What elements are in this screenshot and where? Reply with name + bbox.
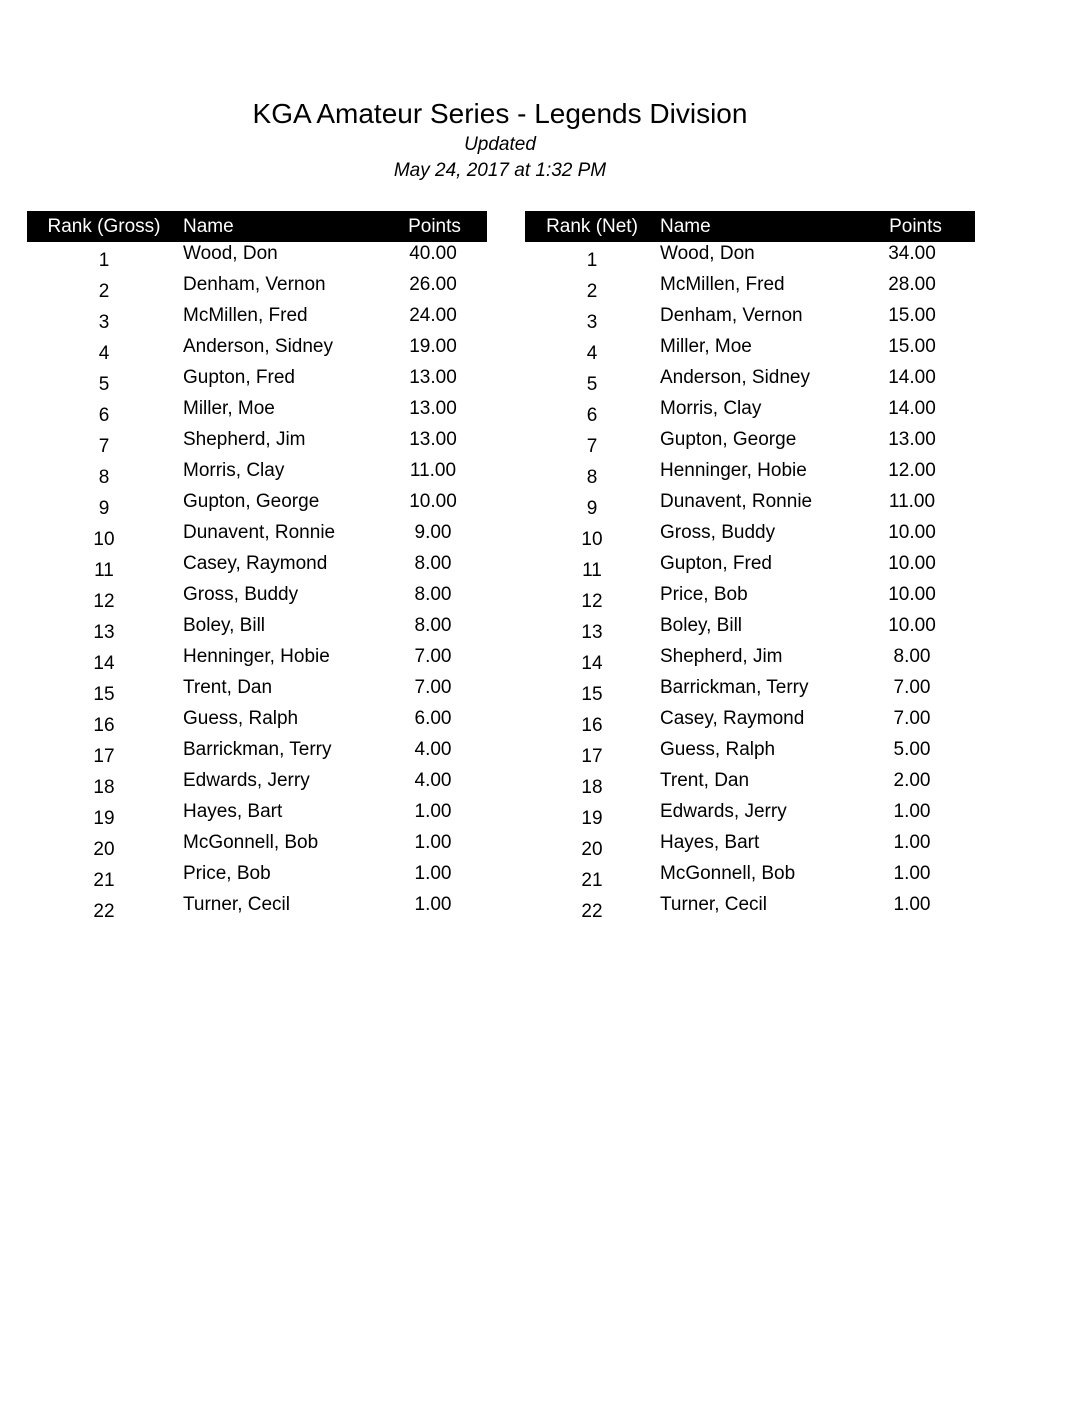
rank-cell: 6 [586,405,598,426]
rank-cell: 6 [98,405,110,426]
points-cell: 10.00 [888,615,936,636]
points-cell: 26.00 [409,274,457,295]
table-row [525,428,975,459]
table-row [27,614,487,645]
name-cell: Miller, Moe [183,398,275,419]
name-cell: Shepherd, Jim [660,646,783,667]
points-cell: 8.00 [414,553,452,574]
rank-cell: 21 [93,870,115,891]
table-row [525,583,975,614]
table-row [525,769,975,800]
table-row [525,862,975,893]
points-cell: 10.00 [409,491,457,512]
points-cell: 11.00 [888,491,936,512]
rank-cell: 15 [581,684,603,705]
rank-cell: 12 [93,591,115,612]
rank-cell: 7 [98,436,110,457]
points-cell: 15.00 [888,336,936,357]
rank-cell: 2 [586,281,598,302]
rank-cell: 15 [93,684,115,705]
rank-cell: 13 [93,622,115,643]
points-cell: 14.00 [888,398,936,419]
points-cell: 10.00 [888,553,936,574]
name-cell: Edwards, Jerry [660,801,787,822]
table-row [525,831,975,862]
name-cell: Hayes, Bart [183,801,283,822]
rank-cell: 5 [98,374,110,395]
rank-cell: 8 [98,467,110,488]
rank-cell: 19 [581,808,603,829]
table-row [525,614,975,645]
rank-cell: 8 [586,467,598,488]
points-cell: 28.00 [888,274,936,295]
name-cell: McGonnell, Bob [660,863,796,884]
name-cell: Boley, Bill [660,615,743,636]
name-cell: Gupton, Fred [183,367,295,388]
table-row [525,335,975,366]
rank-cell: 13 [581,622,603,643]
table-row [525,521,975,552]
name-cell: Anderson, Sidney [183,336,333,357]
rank-cell: 2 [98,281,110,302]
points-cell: 1.00 [414,894,452,915]
table-row [27,459,487,490]
table-row [525,552,975,583]
name-cell: Hayes, Bart [660,832,760,853]
name-cell: Barrickman, Terry [183,739,332,760]
name-cell: McGonnell, Bob [183,832,319,853]
name-cell: Dunavent, Ronnie [660,491,813,512]
points-cell: 15.00 [888,305,936,326]
rank-cell: 4 [98,343,110,364]
table-row [27,800,487,831]
points-cell: 19.00 [409,336,457,357]
points-cell: 1.00 [414,863,452,884]
rank-cell: 4 [586,343,598,364]
points-cell: 4.00 [414,770,452,791]
name-cell: Dunavent, Ronnie [183,522,336,543]
table-row [27,676,487,707]
name-cell: Gupton, Fred [660,553,772,574]
net-table-body [525,242,975,924]
table-row [27,335,487,366]
points-cell: 14.00 [888,367,936,388]
points-cell: 8.00 [414,584,452,605]
table-row [525,800,975,831]
table-row [525,676,975,707]
points-cell: 5.00 [893,739,931,760]
table-row [27,738,487,769]
column-header-points: Points [889,216,942,237]
table-row [27,862,487,893]
rank-cell: 10 [581,529,603,550]
table-row [27,428,487,459]
points-cell: 13.00 [409,367,457,388]
rank-cell: 17 [93,746,115,767]
name-cell: Gross, Buddy [660,522,776,543]
rank-cell: 21 [581,870,603,891]
name-cell: Morris, Clay [183,460,285,481]
rank-cell: 9 [98,498,110,519]
points-cell: 10.00 [888,584,936,605]
table-row [27,366,487,397]
updated-label: Updated [464,134,536,155]
name-cell: Gupton, George [660,429,797,450]
table-row [525,738,975,769]
table-row [27,521,487,552]
name-cell: Price, Bob [183,863,271,884]
rank-cell: 14 [93,653,115,674]
points-cell: 40.00 [409,243,457,264]
points-cell: 1.00 [893,832,931,853]
rank-cell: 20 [93,839,115,860]
rank-cell: 1 [98,250,110,271]
points-cell: 1.00 [414,832,452,853]
table-row [27,552,487,583]
rank-cell: 16 [581,715,603,736]
name-cell: Wood, Don [660,243,755,264]
rank-cell: 11 [94,560,114,581]
column-header-name: Name [660,216,711,237]
points-cell: 7.00 [893,677,931,698]
column-header-points: Points [408,216,461,237]
points-cell: 10.00 [888,522,936,543]
rank-cell: 18 [93,777,115,798]
rank-cell: 10 [93,529,115,550]
table-row [27,304,487,335]
table-row [525,304,975,335]
rank-cell: 5 [586,374,598,395]
points-cell: 1.00 [893,894,931,915]
gross-standings-table [27,211,487,924]
points-cell: 1.00 [414,801,452,822]
points-cell: 2.00 [893,770,931,791]
gross-table-body [27,242,487,924]
rank-cell: 14 [581,653,603,674]
name-cell: Guess, Ralph [183,708,299,729]
name-cell: Casey, Raymond [660,708,805,729]
points-cell: 12.00 [888,460,936,481]
points-cell: 13.00 [409,398,457,419]
name-cell: Henninger, Hobie [183,646,330,667]
name-cell: Price, Bob [660,584,748,605]
points-cell: 13.00 [409,429,457,450]
name-cell: Barrickman, Terry [660,677,809,698]
net-table-header [525,211,975,242]
table-row [27,831,487,862]
net-standings-table [525,211,975,924]
points-cell: 24.00 [409,305,457,326]
points-cell: 7.00 [414,677,452,698]
table-row [525,459,975,490]
name-cell: Casey, Raymond [183,553,328,574]
table-row [525,366,975,397]
table-row [525,707,975,738]
table-row [525,490,975,521]
name-cell: Edwards, Jerry [183,770,310,791]
name-cell: McMillen, Fred [183,305,308,326]
name-cell: Trent, Dan [183,677,273,698]
rank-cell: 12 [581,591,603,612]
column-header-rank-gross: Rank (Gross) [47,216,161,237]
table-row [27,242,487,273]
points-cell: 9.00 [414,522,452,543]
column-header-rank-net: Rank (Net) [546,216,638,237]
table-row [27,490,487,521]
points-cell: 8.00 [414,615,452,636]
name-cell: Anderson, Sidney [660,367,810,388]
page-title: KGA Amateur Series - Legends Division [252,98,748,129]
table-row [525,893,975,924]
table-row [27,645,487,676]
name-cell: Trent, Dan [660,770,750,791]
rank-cell: 3 [98,312,110,333]
points-cell: 6.00 [414,708,452,729]
rank-cell: 20 [581,839,603,860]
points-cell: 1.00 [893,863,931,884]
table-row [27,769,487,800]
points-cell: 8.00 [893,646,931,667]
name-cell: Guess, Ralph [660,739,776,760]
name-cell: Miller, Moe [660,336,752,357]
name-cell: McMillen, Fred [660,274,785,295]
points-cell: 7.00 [893,708,931,729]
table-row [27,397,487,428]
rank-cell: 9 [586,498,598,519]
name-cell: Gupton, George [183,491,320,512]
name-cell: Turner, Cecil [660,894,767,915]
table-row [525,645,975,676]
column-header-name: Name [183,216,234,237]
rank-cell: 3 [586,312,598,333]
rank-cell: 7 [586,436,598,457]
table-row [27,893,487,924]
name-cell: Morris, Clay [660,398,762,419]
table-row [525,273,975,304]
name-cell: Turner, Cecil [183,894,290,915]
table-row [27,707,487,738]
rank-cell: 11 [582,560,602,581]
points-cell: 7.00 [414,646,452,667]
table-row [525,242,975,273]
name-cell: Henninger, Hobie [660,460,807,481]
points-cell: 4.00 [414,739,452,760]
updated-timestamp: May 24, 2017 at 1:32 PM [393,160,607,181]
name-cell: Denham, Vernon [183,274,326,295]
points-cell: 11.00 [409,460,457,481]
name-cell: Gross, Buddy [183,584,299,605]
rank-cell: 1 [586,250,598,271]
name-cell: Boley, Bill [183,615,266,636]
rank-cell: 17 [581,746,603,767]
points-cell: 1.00 [893,801,931,822]
rank-cell: 19 [93,808,115,829]
rank-cell: 18 [581,777,603,798]
table-row [27,583,487,614]
points-cell: 13.00 [888,429,936,450]
table-row [525,397,975,428]
gross-table-header [27,211,487,242]
name-cell: Wood, Don [183,243,278,264]
rank-cell: 16 [93,715,115,736]
rank-cell: 22 [93,901,115,922]
name-cell: Denham, Vernon [660,305,803,326]
table-row [27,273,487,304]
rank-cell: 22 [581,901,603,922]
name-cell: Shepherd, Jim [183,429,306,450]
points-cell: 34.00 [888,243,936,264]
